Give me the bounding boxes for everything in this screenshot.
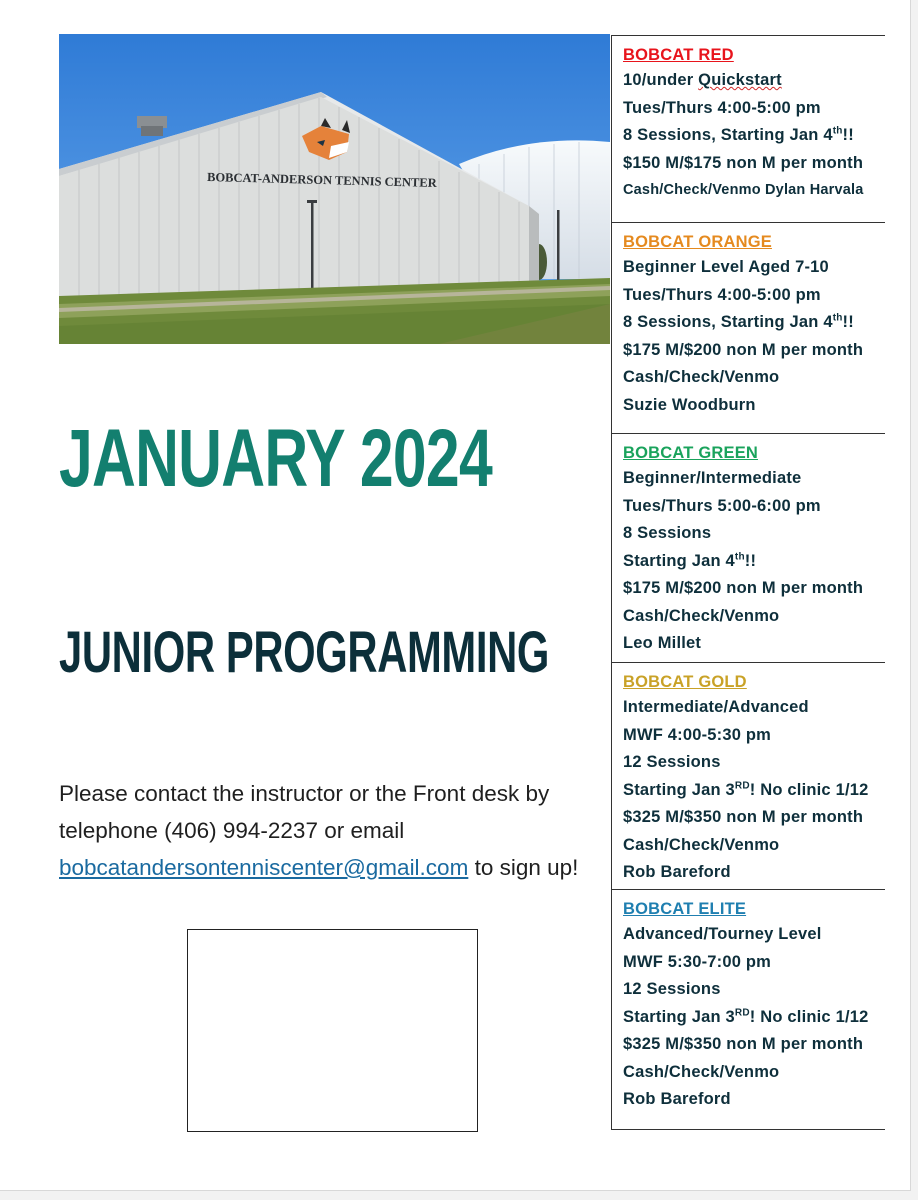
session-line: Starting Jan 3RD! No clinic 1/12 <box>623 1007 869 1026</box>
session-line: 8 Sessions <box>623 524 712 542</box>
session-line: MWF 5:30-7:00 pm <box>623 952 772 971</box>
empty-image-box <box>187 929 478 1132</box>
session-line: 12 Sessions <box>623 980 721 998</box>
session-line: Leo Millet <box>623 634 702 652</box>
session-line: $175 M/$200 non M per month <box>623 579 864 597</box>
session-title: BOBCAT ELITE <box>623 900 747 918</box>
session-line: Cash/Check/Venmo <box>623 368 780 386</box>
session-line: $325 M/$350 non M per month <box>623 808 864 826</box>
contact-paragraph <box>59 775 609 886</box>
sessions-sidebar <box>611 35 885 1130</box>
session-line: Cash/Check/Venmo <box>623 606 780 625</box>
session-gold <box>611 662 885 889</box>
session-title: BOBCAT GOLD <box>623 673 747 691</box>
session-line-spellcheck: Quickstart <box>698 71 782 89</box>
session-line: Cash/Check/Venmo <box>623 1062 780 1081</box>
contact-text: Please contact the instructor or the Front desk by telephone (406) 994-2237 or email <box>59 781 550 843</box>
session-line: 8 Sessions, Starting Jan 4th!! <box>623 312 854 331</box>
session-line: Cash/Check/Venmo Dylan Harvala <box>623 182 864 198</box>
session-line: Tues/Thurs 4:00-5:00 pm <box>623 285 821 304</box>
session-line: Intermediate/Advanced <box>623 698 809 716</box>
building-illustration <box>59 34 610 344</box>
session-elite <box>611 889 885 1130</box>
session-line: Tues/Thurs 4:00-5:00 pm <box>623 98 821 117</box>
session-title: BOBCAT RED <box>623 46 734 64</box>
session-orange <box>611 222 885 433</box>
session-line: 10/under Quickstart <box>623 71 782 89</box>
tennis-center-photo <box>59 34 610 344</box>
session-line: Beginner/Intermediate <box>623 469 802 487</box>
month-heading: JANUARY 2024 <box>59 413 492 504</box>
session-line: Starting Jan 4th!! <box>623 551 757 570</box>
session-line: Beginner Level Aged 7-10 <box>623 258 829 276</box>
email-link[interactable]: bobcatandersontenniscenter@gmail.com <box>59 855 469 880</box>
contact-text-end: to sign up! <box>468 855 579 880</box>
session-red <box>611 35 885 222</box>
session-line: $325 M/$350 non M per month <box>623 1035 864 1053</box>
session-line: Starting Jan 3RD! No clinic 1/12 <box>623 780 869 799</box>
session-line: MWF 4:00-5:30 pm <box>623 725 772 744</box>
session-line: Tues/Thurs 5:00-6:00 pm <box>623 496 821 515</box>
program-heading: JUNIOR PROGRAMMING <box>59 620 550 685</box>
session-green <box>611 433 885 662</box>
session-line: Cash/Check/Venmo <box>623 835 780 854</box>
session-line: Suzie Woodburn <box>623 395 756 414</box>
session-line: $150 M/$175 non M per month <box>623 153 864 172</box>
session-line: $175 M/$200 non M per month <box>623 340 864 359</box>
session-line: 12 Sessions <box>623 753 721 771</box>
building-sign: BOBCAT-ANDERSON TENNIS CENTER <box>206 170 437 191</box>
session-line: Rob Bareford <box>623 1090 731 1108</box>
session-title: BOBCAT ORANGE <box>623 233 772 251</box>
session-title: BOBCAT GREEN <box>623 444 759 462</box>
session-line: 8 Sessions, Starting Jan 4th!! <box>623 125 854 144</box>
session-line: Rob Bareford <box>623 863 731 881</box>
session-line: Advanced/Tourney Level <box>623 925 822 943</box>
